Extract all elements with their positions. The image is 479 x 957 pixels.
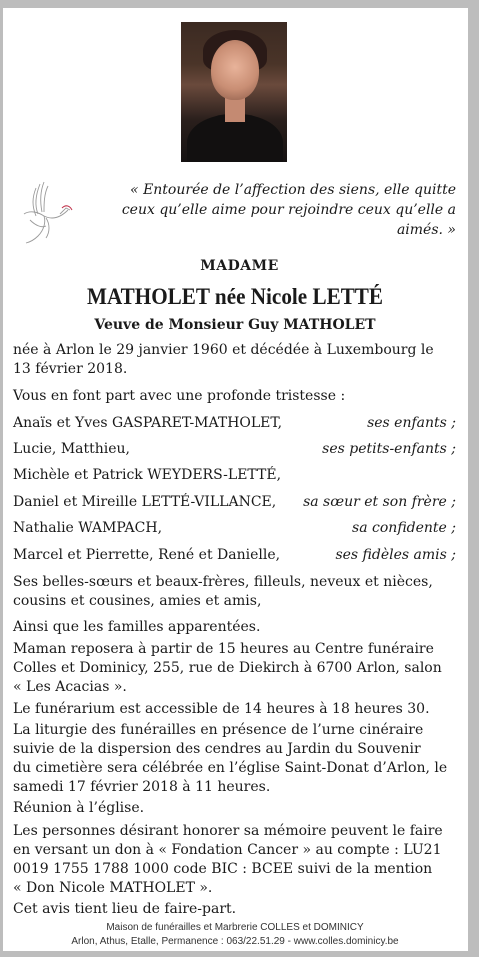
family-names: Lucie, Matthieu, (13, 441, 130, 457)
birth-death-text: née à Arlon le 29 janvier 1960 et décédée à Luxembourg le 13 février 2018. (13, 342, 434, 377)
deceased-name: MATHOLET née Nicole LETTÉ (86, 284, 384, 309)
family-row (13, 546, 456, 565)
liturgy-text: La liturgie des funérailles en présence de l’urne cinéraire suivie de la dispersion des cendres au Jardin du Souvenir du cimetière sera célébrée en l’église Saint-Donat d’Arlon, le samedi 17 février 2018 à 11 heures. (13, 722, 448, 795)
quote-text: « Entourée de l’affection des siens, elle quitte ceux qu’elle aime pour rejoindre ceux qu’elle a aimés. » (121, 182, 456, 238)
widow-line: Veuve de Monsieur Guy MATHOLET (94, 317, 376, 333)
footer-company: Maison de funérailles et Marbrerie COLLES et DOMINICY (106, 922, 364, 933)
family-row (13, 493, 456, 512)
donation-text: Les personnes désirant honorer sa mémoire peuvent le faire en versant un don à « Fondation Cancer » au compte : LU21 0019 1755 1788 1000 code BIC : BCEE suivi de la mention « Don Nicole MATHOLET ». (13, 823, 443, 896)
family-relation: ses petits-enfants ; (322, 441, 456, 457)
closing-text: Cet avis tient lieu de faire-part. (13, 901, 237, 917)
family-row (13, 440, 456, 459)
family-names: Marcel et Pierrette, René et Danielle, (13, 547, 281, 563)
family-row (13, 414, 456, 433)
rest-text: Maman reposera à partir de 15 heures au Centre funéraire Colles et Dominicy, 255, rue de Diekirch à 6700 Arlon, salon « Les Acacias ». (13, 641, 442, 695)
family-names: Michèle et Patrick WEYDERS-LETTÉ, (13, 467, 282, 483)
portrait-photo (181, 22, 287, 162)
family-relation: sa sœur et son frère ; (303, 494, 456, 510)
family-names: Daniel et Mireille LETTÉ-VILLANCE, (13, 494, 277, 510)
families-text: Ainsi que les familles apparentées. (13, 619, 261, 635)
family-relation: ses enfants ; (367, 415, 456, 431)
family-relation: sa confidente ; (352, 520, 456, 536)
title-madame: MADAME (200, 258, 279, 274)
family-names: Anaïs et Yves GASPARET-MATHOLET, (13, 415, 283, 431)
family-row (13, 466, 456, 485)
inlaws-text: Ses belles-sœurs et beaux-frères, filleuls, neveux et nièces, cousins et cousines, amies et amis, (13, 574, 433, 609)
dove-icon (16, 180, 74, 244)
family-row (13, 519, 456, 538)
family-names: Nathalie WAMPACH, (13, 520, 163, 536)
hours-text: Le funérarium est accessible de 14 heures à 18 heures 30. (13, 701, 430, 717)
announce-text: Vous en font part avec une profonde tristesse : (13, 388, 346, 404)
family-relation: ses fidèles amis ; (335, 547, 456, 563)
footer-contact: Arlon, Athus, Etalle, Permanence : 063/22.51.29 - www.colles.dominicy.be (71, 936, 399, 947)
reunion-text: Réunion à l’église. (13, 800, 145, 816)
